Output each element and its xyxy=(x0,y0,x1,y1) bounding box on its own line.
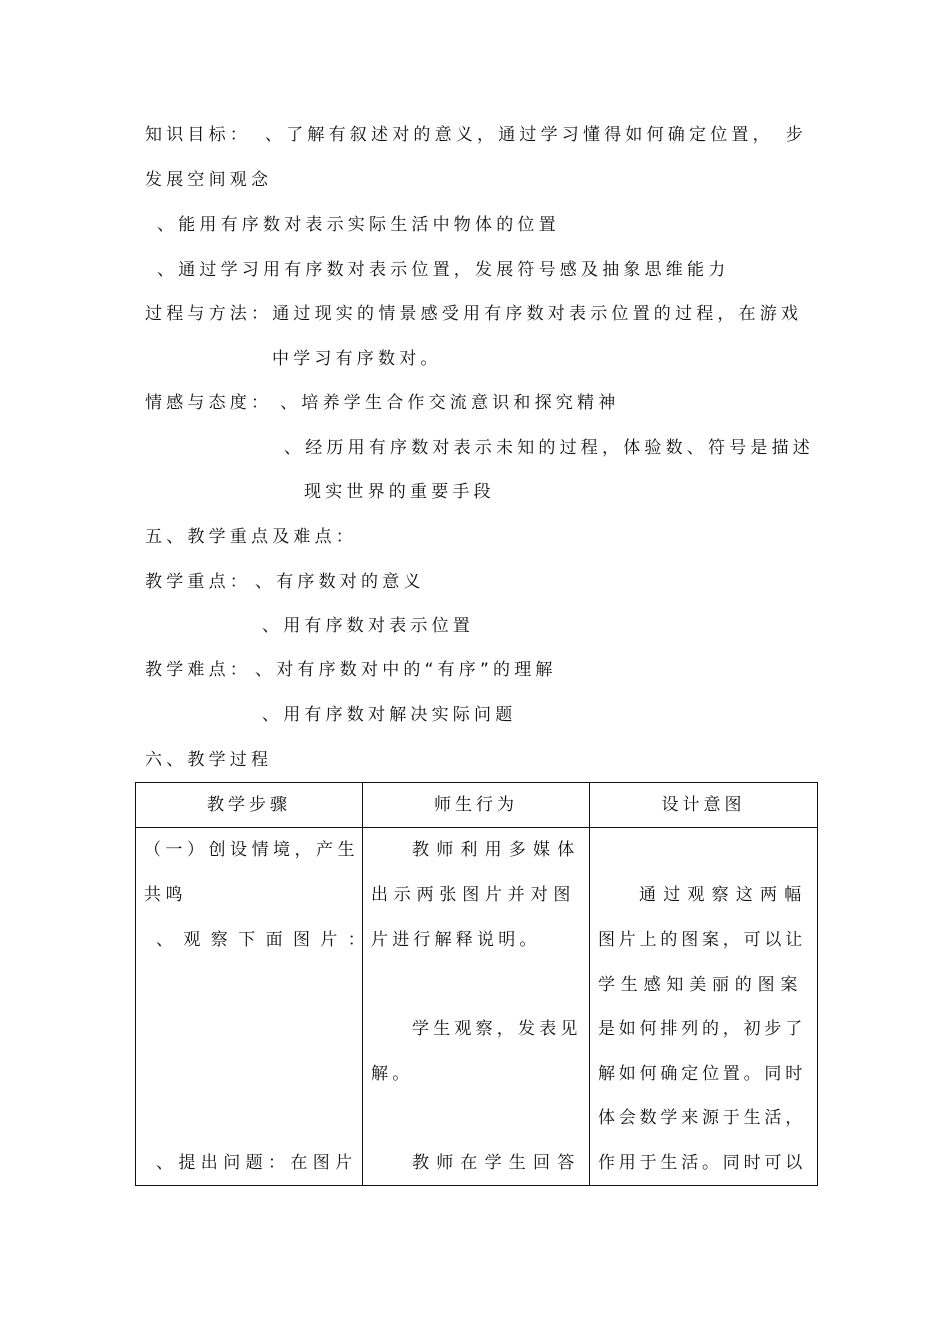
knowledge-objective-item-2: 、能用有序数对表示实际生活中物体的位置 xyxy=(157,215,560,235)
difficulty-item-2: 、用有序数对解决实际问题 xyxy=(262,705,517,725)
intent-line-3: 学生感知美丽的图案 xyxy=(598,975,804,995)
process-method-line xyxy=(145,303,802,325)
process-method-label: 过程与方法： xyxy=(145,304,273,324)
actions-line-3: 片进行解释说明。 xyxy=(371,930,541,950)
emotion-attitude-label: 情感与态度： xyxy=(145,393,273,413)
emotion-attitude-line xyxy=(145,392,619,414)
intent-line-6: 体会数学来源于生活， xyxy=(598,1108,806,1128)
knowledge-objective-item-1-cont: 发展空间观念 xyxy=(145,170,273,190)
knowledge-objective-label: 知识目标： xyxy=(145,125,251,145)
steps-line-4: 、提出问题：在图片 xyxy=(156,1153,358,1173)
difficulty-item-1: 、对有序数对中的“有序”的理解 xyxy=(255,660,557,680)
steps-line-3: 、观察下面图片： xyxy=(156,930,376,950)
knowledge-objective-line xyxy=(145,124,810,146)
table-cell-intent xyxy=(590,828,818,1186)
table-header-row xyxy=(136,783,818,828)
actions-line-2: 出示两张图片并对图 xyxy=(371,885,577,905)
difficulty-line xyxy=(145,659,557,681)
emotion-attitude-item-1: 、培养学生合作交流意识和探究精神 xyxy=(280,393,620,413)
table-row xyxy=(136,828,818,1186)
actions-line-4: 学生观察，发表见 xyxy=(412,1019,582,1039)
table-header-actions: 师生行为 xyxy=(363,783,590,828)
intent-line-7: 作用于生活。同时可以 xyxy=(598,1153,806,1173)
key-point-label: 教学重点： xyxy=(145,572,251,592)
intent-line-2: 图片上的图案，可以让 xyxy=(598,930,806,950)
steps-line-2: 共鸣 xyxy=(144,885,187,905)
actions-line-5: 解。 xyxy=(371,1064,414,1084)
key-point-line xyxy=(145,571,425,593)
key-point-item-1: 、有序数对的意义 xyxy=(255,572,425,592)
table-header-steps: 教学步骤 xyxy=(136,783,363,828)
difficulty-label: 教学难点： xyxy=(145,660,251,680)
steps-line-1: （一）创设情境，产生 xyxy=(144,840,359,860)
knowledge-objective-item-3: 、通过学习用有序数对表示位置，发展符号感及抽象思维能力 xyxy=(157,260,730,280)
teaching-process-table xyxy=(135,782,818,1186)
intent-line-5: 解如何确定位置。同时 xyxy=(598,1064,806,1084)
actions-line-1: 教师利用多媒体 xyxy=(412,840,582,860)
table-header-intent: 设计意图 xyxy=(590,783,818,828)
table-cell-actions xyxy=(363,828,590,1186)
table-cell-steps xyxy=(136,828,376,1186)
process-method-text-cont: 中学习有序数对。 xyxy=(272,349,442,369)
section-6-heading: 六、教学过程 xyxy=(145,750,273,770)
knowledge-objective-item-1: 、了解有叙述对的意义，通过学习懂得如何确定位置， xyxy=(265,125,774,145)
intent-line-1: 通过观察这两幅 xyxy=(639,885,809,905)
section-5-heading: 五、教学重点及难点： xyxy=(145,527,357,547)
emotion-attitude-item-2-cont: 现实世界的重要手段 xyxy=(304,482,495,502)
process-method-text: 通过现实的情景感受用有序数对表示位置的过程，在游戏 xyxy=(272,304,803,324)
intent-line-4: 是如何排列的，初步了 xyxy=(598,1019,806,1039)
actions-line-6: 教师在学生回答 xyxy=(412,1153,582,1173)
knowledge-objective-item-1-tail: 步 xyxy=(785,125,808,145)
emotion-attitude-item-2: 、经历用有序数对表示未知的过程，体验数、符号是描述 xyxy=(284,438,814,458)
key-point-item-2: 、用有序数对表示位置 xyxy=(262,616,474,636)
